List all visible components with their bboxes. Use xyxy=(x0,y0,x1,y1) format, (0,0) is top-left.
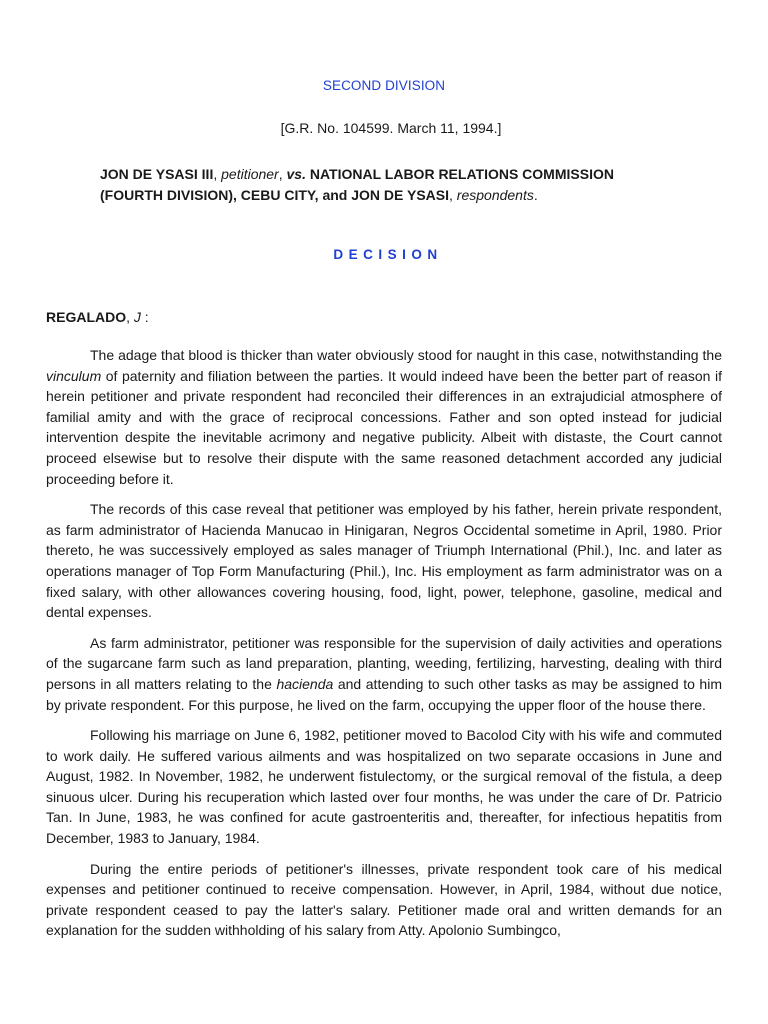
italic-term: vinculum xyxy=(46,367,102,384)
respondents-role: respondents xyxy=(456,187,534,203)
division-heading: SECOND DIVISION xyxy=(322,78,446,93)
paragraph: As farm administrator, petitioner was responsible for the supervision of daily activities and operations of the sugarcane farm such as land preparation, planting, weeding, fertilizing, harvesting, dealing with third persons in all matters relating to the hacienda and attending to such other tasks as may be assigned to him by private respondent. For this purpose, he lived on the farm, occupying the upper floor of the house there. xyxy=(46,634,722,713)
paragraph: Following his marriage on June 6, 1982, petitioner moved to Bacolod City with his wife and commuted to work daily. He suffered various ailments and was hospitalized on two separate occasions in June and August, 1982. In November, 1982, he underwent fistulectomy, or the surgical removal of the fistula, a deep sinuous ulcer. During his recuperation which lasted over four months, he was under the care of Dr. Patricio Tan. In June, 1983, he was confined for acute gastroenteritis and, thereafter, for infectious hepatitis from December, 1983 to January, 1984. xyxy=(46,727,722,847)
petitioner-name: JON DE YSASI III xyxy=(100,166,214,182)
case-number: [G.R. No. 104599. March 11, 1994.] xyxy=(280,120,502,136)
paragraph: The records of this case reveal that petitioner was employed by his father, herein private respondent, as farm administrator of Hacienda Manucao in Hinigaran, Negros Occidental sometime in April, 1980. Prior thereto, he was successively employed as sales manager of Triumph International (Phil.), Inc. and later as operations manager of Top Form Manufacturing (Phil.), Inc. His employment as farm administrator was on a fixed salary, with other allowances covering housing, food, light, power, telephone, gasoline, medical and dental expenses. xyxy=(46,501,722,621)
paragraph: During the entire periods of petitioner's illnesses, private respondent took care of his medical expenses and petitioner continued to receive compensation. However, in April, 1984, without due notice, private respondent ceased to pay the latter's salary. Petitioner made oral and written demands for an explanation for the sudden withholding of his salary from Atty. Apolonio Sumbingco, xyxy=(46,860,722,939)
petitioner-role: petitioner xyxy=(221,166,279,182)
versus-label: vs. xyxy=(286,166,306,182)
ponente-suffix: : xyxy=(140,309,149,325)
decision-body xyxy=(46,345,722,951)
ponente-name: REGALADO xyxy=(46,309,127,325)
ponente-title: J xyxy=(133,309,141,325)
ponente: REGALADO, J : xyxy=(46,309,149,325)
paragraph: The adage that blood is thicker than water obviously stood for naught in this case, notwithstanding the vinculum of paternity and filiation between the parties. It would indeed have been the better part of reason if herein petitioner and private respondent had reconciled their differences in an extrajudicial atmosphere of familial amity and with the grace of reciprocal concessions. Father and son opted instead for judicial intervention despite the inevitable acrimony and negative publicity. Albeit with distaste, the Court cannot proceed elsewise but to resolve their dispute with the same reasoned detachment accorded any judicial proceeding before it. xyxy=(46,347,722,487)
respondents-names: NATIONAL LABOR RELATIONS COMMISSION (FOURTH DIVISION), CEBU CITY, and JON DE YSASI xyxy=(100,166,614,203)
italic-term: hacienda xyxy=(276,675,334,692)
decision-title: DECISION xyxy=(333,247,443,262)
case-parties: JON DE YSASI III, petitioner, vs. NATIONAL LABOR RELATIONS COMMISSION (FOURTH DIVISION), CEBU CITY, and JON DE YSASI, respondents. xyxy=(100,166,614,203)
